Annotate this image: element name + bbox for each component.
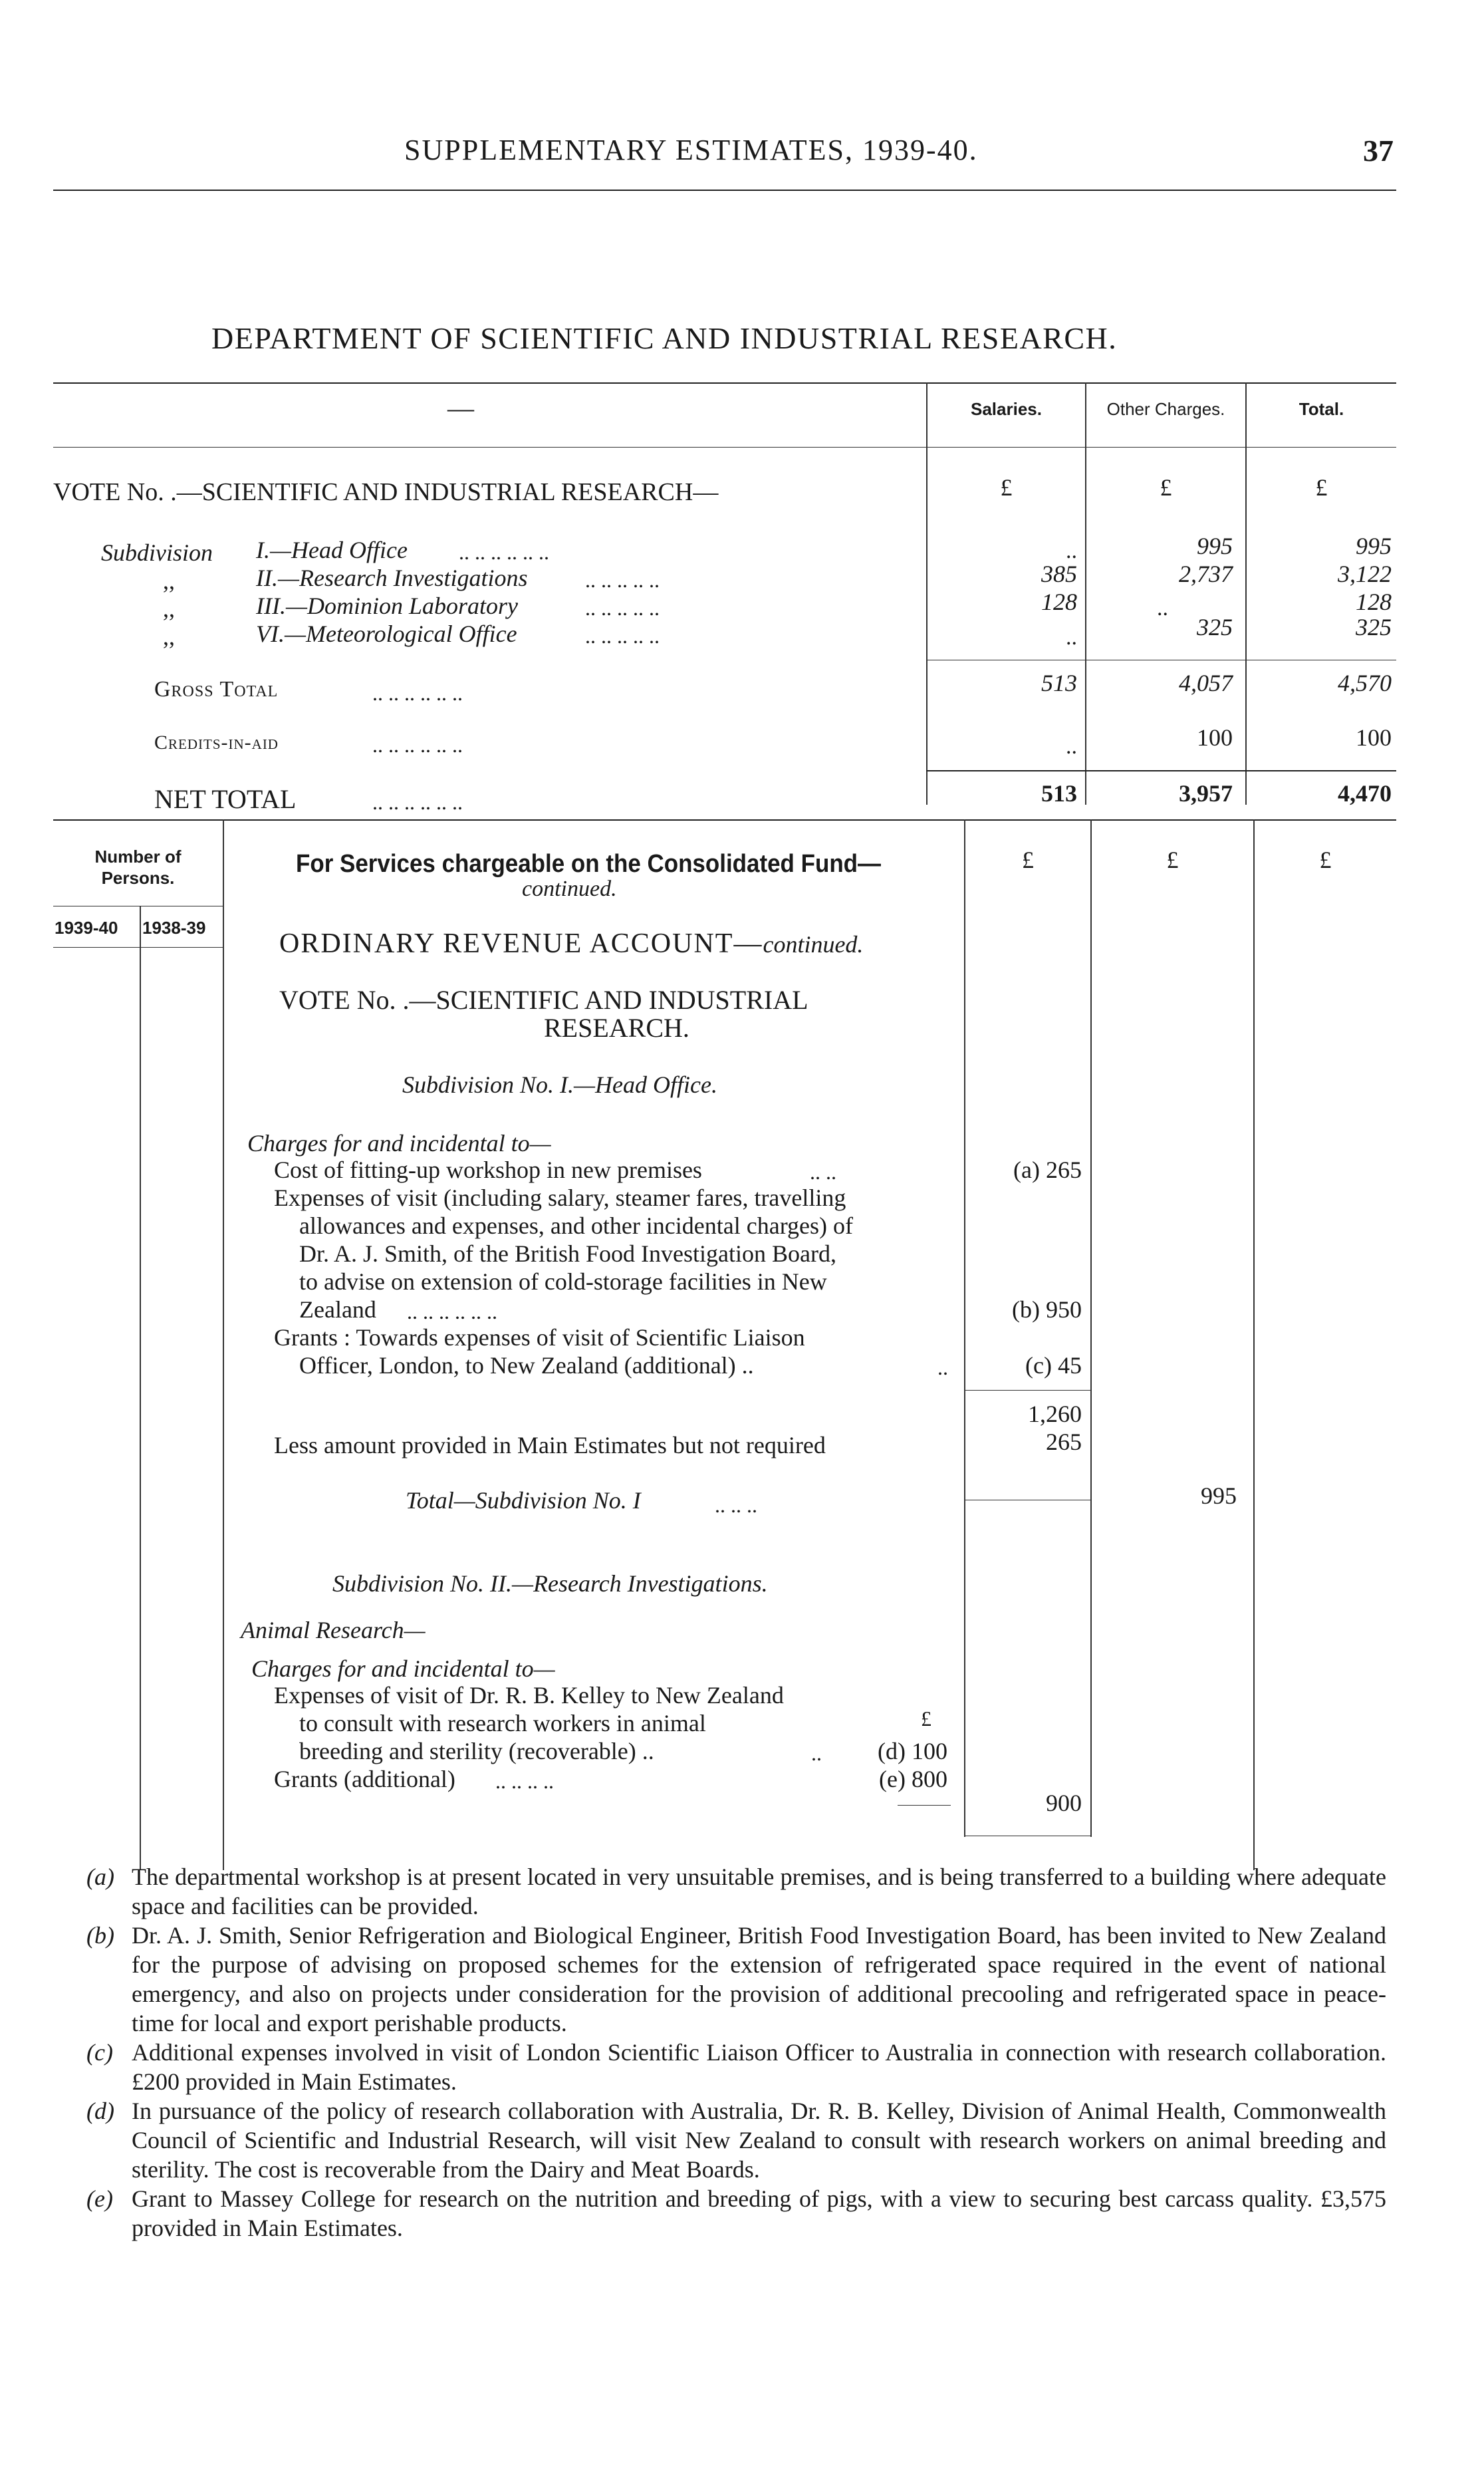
row-total: 995 xyxy=(1356,533,1392,559)
item-grants-line-2: Officer, London, to New Zealand (additional) .. xyxy=(299,1352,754,1379)
currency-other: £ xyxy=(1160,474,1172,501)
salaries-header: Salaries. xyxy=(971,399,1042,419)
row-prefix: ,, xyxy=(163,567,175,594)
total-sub1-label: Total—Subdivision No. I xyxy=(406,1487,641,1514)
footnote-mark: (a) xyxy=(86,1863,114,1890)
department-title: DEPARTMENT OF SCIENTIFIC AND INDUSTRIAL RESEARCH. xyxy=(211,321,1118,355)
row-salaries: 385 xyxy=(1041,561,1077,587)
item-visit-line-1: Expenses of visit (including salary, steamer fares, travelling xyxy=(274,1184,846,1211)
account-title-text: ORDINARY REVENUE ACCOUNT— xyxy=(279,928,763,959)
charges-heading: Charges for and incidental to— xyxy=(247,1130,551,1157)
footnote-mark: (e) xyxy=(86,2185,113,2212)
row-total: 325 xyxy=(1356,614,1392,640)
item-grants-line-1: Grants : Towards expenses of visit of Scientific Liaison xyxy=(274,1324,805,1351)
running-title: SUPPLEMENTARY ESTIMATES, 1939-40. xyxy=(404,134,978,166)
row-salaries: 128 xyxy=(1041,589,1077,615)
amount-col-divider xyxy=(1090,819,1092,1837)
item-fitting-up-text: Cost of fitting-up workshop in new premises xyxy=(274,1157,702,1183)
row-total: 128 xyxy=(1356,589,1392,615)
services-title: For Services chargeable on the Consolidated Fund— xyxy=(296,850,881,878)
inner-total-rule xyxy=(898,1805,951,1806)
currency-detail-3: £ xyxy=(1319,847,1332,873)
credits-total: 100 xyxy=(1356,724,1392,751)
row-label: III.—Dominion Laboratory xyxy=(256,593,518,619)
row-leader: .. .. .. .. .. xyxy=(585,624,660,648)
currency-total: £ xyxy=(1315,474,1328,501)
row-leader: .. .. .. .. .. xyxy=(585,568,660,592)
row-other: .. xyxy=(1157,596,1168,620)
summary-header-rule xyxy=(53,447,1396,448)
gross-salaries: 513 xyxy=(1041,670,1077,696)
page-number: 37 xyxy=(1363,134,1394,168)
item-kelley-line-2: to consult with research workers in animal xyxy=(299,1710,706,1736)
sub1-heading: Subdivision No. I.—Head Office. xyxy=(402,1071,717,1098)
footnote-c xyxy=(86,2038,1386,2096)
item-grants-additional-amount: (e) 800 xyxy=(879,1766,947,1792)
row-label: II.—Research Investigations xyxy=(256,565,528,591)
subtotal-amount: 1,260 xyxy=(1028,1401,1082,1427)
other-charges-header: Other Charges. xyxy=(1106,399,1225,419)
credits-salaries: .. xyxy=(1066,734,1077,759)
item-kelley-line-3: breeding and sterility (recoverable) .. xyxy=(299,1738,654,1764)
item-kelley-leader: .. xyxy=(811,1741,822,1765)
item-visit-leader: .. .. .. .. .. .. xyxy=(407,1300,497,1323)
vote-line-2: RESEARCH. xyxy=(544,1013,689,1043)
less-text: Less amount provided in Main Estimates but not required xyxy=(274,1432,826,1458)
amount-col-divider xyxy=(1253,819,1255,1870)
row-other: 995 xyxy=(1197,533,1233,559)
gross-leader: .. .. .. .. .. .. xyxy=(372,681,463,705)
total-header: Total. xyxy=(1298,399,1344,419)
item-grants-additional-text: Grants (additional) xyxy=(274,1766,455,1792)
footnote-text: The departmental workshop is at present located in very unsuitable premises, and is being transferred to a building where adequate space and facilities can be provided. xyxy=(132,1863,1386,1919)
net-rule xyxy=(926,770,1396,771)
row-other: 325 xyxy=(1197,614,1233,640)
animal-research-heading: Animal Research— xyxy=(241,1617,426,1643)
net-other: 3,957 xyxy=(1179,780,1233,807)
item-visit-line-2: allowances and expenses, and other incidental charges) of xyxy=(299,1212,854,1239)
vote-label: VOTE No. .—SCIENTIFIC AND INDUSTRIAL RESEARCH— xyxy=(53,478,719,506)
footnote-text: In pursuance of the policy of research collaboration with Australia, Dr. R. B. Kelley, Division of Animal Health, Commonwealth Council of Scientific and Industrial Research, will visit New Zealand to consult with research workers on animal breeding and sterility. The cost is recoverable from the Dairy and Meat Boards. xyxy=(132,2098,1386,2183)
row-salaries: .. xyxy=(1066,539,1077,563)
row-leader: .. .. .. .. .. .. xyxy=(459,540,549,564)
total-sub1-amount: 995 xyxy=(1201,1482,1237,1509)
credits-label: Credits-in-aid xyxy=(154,732,279,754)
footnote-mark: (d) xyxy=(86,2098,114,2124)
row-label: I.—Head Office xyxy=(256,537,408,563)
subtotal-rule xyxy=(964,1390,1090,1391)
footnote-text: Grant to Massey College for research on the nutrition and breeding of pigs, with a view to securing best carcass quality. £3,575 provided in Main Estimates. xyxy=(132,2185,1386,2241)
item-kelley-amount: (d) 100 xyxy=(878,1738,947,1764)
header-rule xyxy=(53,190,1396,191)
net-salaries: 513 xyxy=(1041,780,1077,807)
footnote-e xyxy=(86,2184,1386,2243)
item-visit-line-5: Zealand xyxy=(299,1296,376,1323)
inner-currency: £ xyxy=(921,1707,931,1730)
footnotes xyxy=(86,1862,1386,2243)
row-other: 2,737 xyxy=(1179,561,1233,587)
sub2-heading: Subdivision No. II.—Research Investigations. xyxy=(332,1570,768,1597)
detail-top-rule xyxy=(53,819,1396,821)
gross-label: Gross Total xyxy=(154,677,279,702)
row-label: VI.—Meteorological Office xyxy=(256,620,517,647)
item-kelley-grants-total: 900 xyxy=(1046,1790,1082,1816)
row-prefix: ,, xyxy=(163,623,175,650)
item-visit-line-3: Dr. A. J. Smith, of the British Food Investigation Board, xyxy=(299,1240,836,1267)
row-prefix: Subdivision xyxy=(101,539,213,566)
net-label: NET TOTAL xyxy=(154,784,297,814)
persons-header: Number of Persons. xyxy=(94,847,182,888)
footnote-b xyxy=(86,1921,1386,2038)
charges2-heading: Charges for and incidental to— xyxy=(251,1655,555,1682)
item-fitting-up-leader: .. .. xyxy=(810,1160,836,1184)
vote-line-1: VOTE No. .—SCIENTIFIC AND INDUSTRIAL xyxy=(279,985,808,1015)
item-grants-amount: (c) 45 xyxy=(1025,1352,1082,1379)
footnote-mark: (b) xyxy=(86,1922,114,1949)
summary-top-rule xyxy=(53,382,1396,384)
currency-detail-1: £ xyxy=(1022,847,1034,873)
years-rule xyxy=(53,947,223,948)
years-col-divider xyxy=(140,906,141,1870)
footnote-text: Additional expenses involved in visit of London Scientific Liaison Officer to Australia in connection with research collaboration. £200 provided in Main Estimates. xyxy=(132,2039,1386,2095)
account-title xyxy=(279,928,863,960)
row-salaries: .. xyxy=(1066,625,1077,650)
total-sub1-leader: .. .. .. xyxy=(715,1493,757,1517)
currency-salaries: £ xyxy=(1000,474,1013,501)
row-prefix: ,, xyxy=(163,595,175,622)
footnote-d xyxy=(86,2096,1386,2184)
year-1938-39: 1938-39 xyxy=(142,918,206,938)
net-leader: .. .. .. .. .. .. xyxy=(372,790,463,814)
credits-other: 100 xyxy=(1197,724,1233,751)
item-kelley-line-1: Expenses of visit of Dr. R. B. Kelley to New Zealand xyxy=(274,1682,784,1709)
services-continued: continued. xyxy=(522,877,617,901)
row-total: 3,122 xyxy=(1338,561,1392,587)
credits-leader: .. .. .. .. .. .. xyxy=(372,733,463,757)
footnote-text: Dr. A. J. Smith, Senior Refrigeration and Biological Engineer, British Food Investigation Board, has been invited to New Zealand for the purpose of advising on proposed schemes for the extension of refrigerated space required in the event of national emergency, and also on projects under consideration for the provision of additional precooling and refrigerated space in peace-time for local and export perishable products. xyxy=(132,1922,1386,2036)
item-grants-leader: .. xyxy=(937,1355,948,1379)
row-leader: .. .. .. .. .. xyxy=(585,596,660,620)
item-fitting-up-amount: (a) 265 xyxy=(1013,1157,1082,1183)
net-total: 4,470 xyxy=(1338,780,1392,807)
currency-detail-2: £ xyxy=(1166,847,1179,873)
gross-other: 4,057 xyxy=(1179,670,1233,696)
footnote-a xyxy=(86,1862,1386,1921)
amount-col-divider xyxy=(964,819,965,1837)
account-continued: continued. xyxy=(763,931,864,958)
less-amount: 265 xyxy=(1046,1429,1082,1455)
item-grants-additional-leader: .. .. .. .. xyxy=(495,1769,554,1793)
persons-col-divider xyxy=(223,819,224,1870)
gross-total: 4,570 xyxy=(1338,670,1392,696)
year-1939-40: 1939-40 xyxy=(55,918,118,938)
footnote-mark: (c) xyxy=(86,2039,113,2066)
item-visit-amount: (b) 950 xyxy=(1012,1296,1082,1323)
item-visit-line-4: to advise on extension of cold-storage facilities in New xyxy=(299,1268,827,1295)
blank-column-header: — xyxy=(447,393,474,423)
